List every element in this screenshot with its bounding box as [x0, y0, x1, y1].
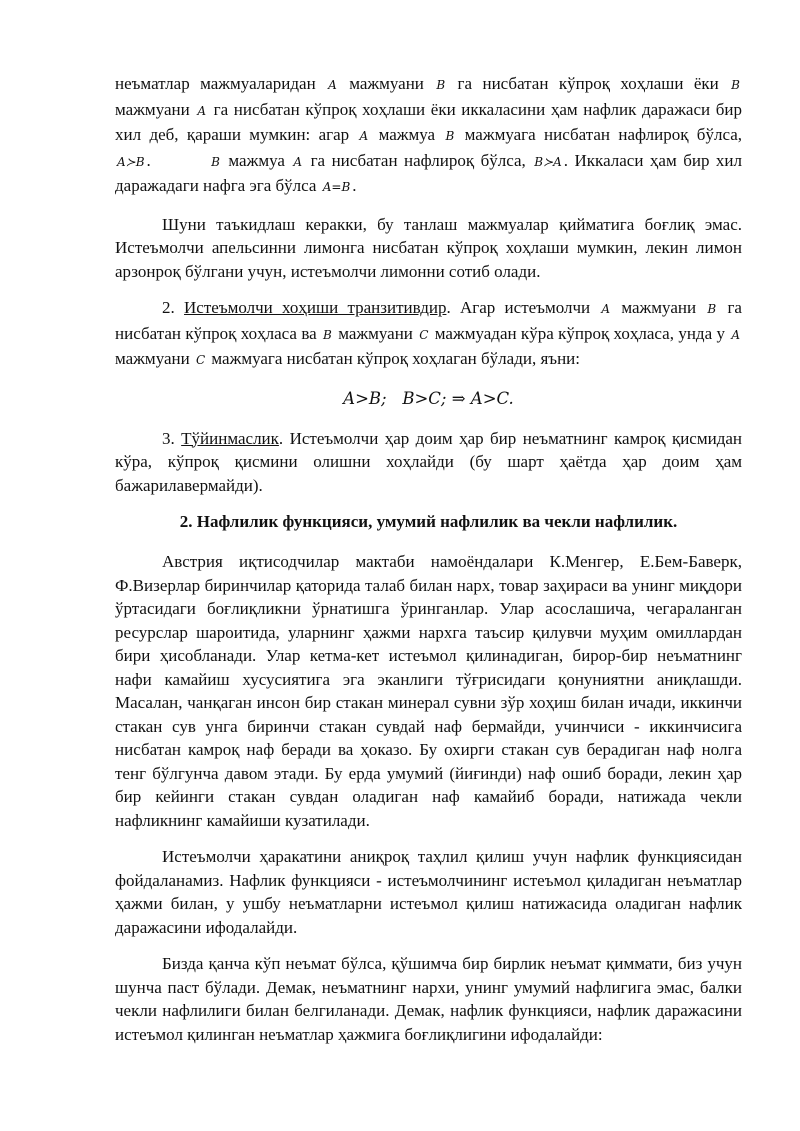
paragraph-transitivity: 2. Истеъмолчи хоҳиши транзитивдир. Агар истеъмолчи A мажмуани B га нисбатан кўпроқ хоҳласа ва B мажмуани C мажмуадан кўра кўпроқ хоҳласа, унда у A мажмуани C мажмуага нисбатан кўпроқ хоҳлаган бўлади, яъни: [115, 298, 742, 368]
paragraph-nonsatiation: 3. Тўйинмаслик. Истеъмолчи ҳар доим ҳар бир неъматнинг камроқ қисмидан кўра, кўпроқ қисмини олишни хоҳлайди (бу шарт ҳаётда ҳар доим ҳам бажарилавермайди). [115, 428, 742, 495]
math-symbol: B [707, 302, 717, 316]
transitivity-formula: A>B; B>C; ⇒ A>C. [343, 388, 514, 408]
paragraph-marginal-utility: Бизда қанча кўп неъмат бўлса, қўшимча бир бирлик неъмат қиммати, биз учун шунча паст бўлади. Демак, неъматнинг нархи, унинг умумий нафлигига эмас, балки чекли нафлилиги билан белгиланади. Демак, нафлик функцияси, нафлик даражасини истеъмол қилинган неъматлар ҳажмига боғлиқлигини ифодалайди: [115, 954, 742, 1044]
math-symbol: B [323, 327, 332, 342]
math-symbol: B [445, 129, 455, 143]
math-symbol: A [601, 302, 611, 316]
term-transitivity: Истеъмолчи хоҳиши транзитивдир [184, 298, 447, 317]
paragraph-note: Шуни таъкидлаш керакки, бу танлаш мажмуалар қийматига боғлиқ эмас. Истеъмолчи апельсинни лимонга нисбатан кўпроқ хоҳлаши мумкин, лекин лимон арзонроқ бўлгани учун, истеъмолчи лимонни сотиб олади. [115, 214, 742, 281]
math-expression: A=B [322, 180, 351, 194]
math-expression: A≻B [117, 154, 145, 169]
math-symbol: A [197, 103, 206, 118]
math-expression: B≻A [534, 154, 562, 169]
paragraph-preferences: неъматлар мажмуаларидан A мажмуани B га нисбатан кўпроқ хоҳлаши ёки B мажмуани A га нисбатан кўпроқ хоҳлаши ёки иккаласини ҳам нафлик даражаси бир хил деб, қараши мумкин: агар A мажмуа B мажмуага нисбатан нафлироқ бўлса, A≻B . B мажмуа A га нисбатан нафлироқ бўлса, B≻A . Иккаласи ҳам бир хил даражадаги нафга эга бўлса A=B . [115, 74, 742, 195]
math-symbol: A [731, 327, 740, 342]
math-symbol: B [731, 78, 740, 92]
document-page [115, 72, 742, 1059]
math-symbol: A [359, 129, 369, 143]
paragraph-austrian-school: Австрия иқтисодчилар мактаби намоёндалари К.Менгер, Е.Бем-Баверк, Ф.Визерлар биринчилар қаторида талаб билан нарх, товар заҳираси ва унинг миқдори ўртасидаги боғлиқликни ўрнатишга ўринганлар. Улар асослашича, чегараланган ресурслар шароитида, уларнинг ҳажми нархга таъсир қилувчи муҳим омиллардан бири ҳисобланади. Улар кетма-кет истеъмол қилинадиган, бирор-бир неъматнинг нафи камайиш хусусиятига эга эканлиги тўғрисидаги қонуниятни аниқлашди. Масалан, чанқаган инсон бир стакан минерал сувни зўр хоҳиш билан ичади, иккинчи стакан сув унга биринчи стакан сувдай наф бермайди, учинчиси - иккинчисига нисбатан камроқ наф беради ва ҳоказо. Бу охирги стакан сув берадиган наф нолга тенг бўлгунча давом этади. Бу ерда умумий (йиғинди) наф ошиб боради, лекин ҳар бир кейинги стакан сувдан оладиган наф камайиб боради, натижада чекли нафликнинг камайиши кузатилади. [115, 552, 742, 830]
section-heading: 2. Нафлилик функцияси, умумий нафлилик ва чекли нафлилик. [179, 512, 678, 531]
math-symbol: B [211, 154, 220, 169]
math-symbol: C [195, 353, 206, 367]
math-symbol: B [436, 78, 446, 92]
math-symbol: A [293, 154, 303, 169]
math-symbol: A [328, 78, 337, 92]
math-symbol: C [419, 327, 429, 342]
term-nonsatiation: Тўйинмаслик [181, 428, 279, 448]
paragraph-utility-function: Истеъмолчи ҳаракатини аниқроқ таҳлил қилиш учун нафлик функциясидан фойдаланамиз. Нафлик функцияси - истеъмолчининг истеъмол қиладиган неъматлар ҳажми билан, у ушбу неъматларни истеъмол қилиш натижасида оладиган нафлик даражасини ифодалайди. [115, 847, 742, 937]
